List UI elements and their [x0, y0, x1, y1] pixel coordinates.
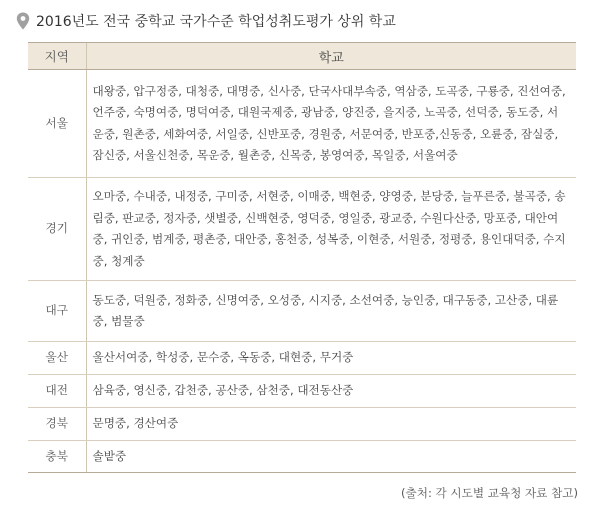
- table-row: [28, 408, 576, 441]
- table-row: [28, 342, 576, 375]
- table-header-row: [28, 43, 576, 70]
- table-row: [28, 375, 576, 408]
- region-cell: 대전: [28, 375, 86, 408]
- region-cell: 경기: [28, 178, 86, 281]
- schools-cell: 오마중, 수내중, 내정중, 구미중, 서현중, 이매중, 백현중, 양영중, 분당중, 늘푸른중, 불곡중, 송림중, 판교중, 정자중, 샛별중, 신백현중, 영덕중, 영일중, 광교중, 수원다산중, 망포중, 대안여중, 귀인중, 범계중, 평촌중, 대안중, 홍천중, 성복중, 이현중, 서원중, 정평중, 용인대덕중, 수지중, 청계중: [86, 178, 576, 281]
- schools-cell: 대왕중, 압구정중, 대청중, 대명중, 신사중, 단국사대부속중, 역삼중, 도곡중, 구룡중, 진선여중, 언주중, 숙명여중, 명덕여중, 대원국제중, 광남중, 양진중, 을지중, 노곡중, 선덕중, 동도중, 서운중, 원촌중, 세화여중, 서일중, 신반포중, 경원중, 서문여중, 반포중,신동중, 오륜중, 잠실중, 잠신중, 서울신천중, 목운중, 월촌중, 신목중, 봉영여중, 목일중, 서울여중: [86, 70, 576, 178]
- location-pin-icon: [16, 12, 30, 30]
- source-note: (출처: 각 시도별 교육청 자료 참고): [401, 486, 578, 500]
- schools-cell: 동도중, 덕원중, 정화중, 신명여중, 오성중, 시지중, 소선여중, 능인중, 대구동중, 고산중, 대륜중, 범물중: [86, 281, 576, 342]
- table-row: [28, 178, 576, 281]
- table-row: [28, 70, 576, 178]
- schools-cell: 솔밭중: [92, 448, 127, 463]
- schools-cell: 울산서여중, 학성중, 문수중, 옥동중, 대현중, 무거중: [86, 342, 576, 375]
- school-column-header: 학교: [86, 43, 576, 70]
- table-row: [28, 441, 576, 472]
- region-column-header: 지역: [28, 43, 86, 70]
- school-table: [28, 42, 576, 473]
- schools-cell: 문명중, 경산여중: [86, 408, 576, 441]
- region-cell: 서울: [28, 70, 86, 178]
- region-cell: 충북: [28, 441, 86, 472]
- table-row: [28, 281, 576, 342]
- page-title: 2016년도 전국 중학교 국가수준 학업성취도평가 상위 학교: [36, 14, 396, 30]
- region-cell: 경북: [28, 408, 86, 441]
- schools-cell: 삼육중, 영신중, 갑천중, 공산중, 삼천중, 대전동산중: [86, 375, 576, 408]
- region-cell: 대구: [28, 281, 86, 342]
- page-title-bar: [16, 8, 396, 34]
- region-cell: 울산: [28, 342, 86, 375]
